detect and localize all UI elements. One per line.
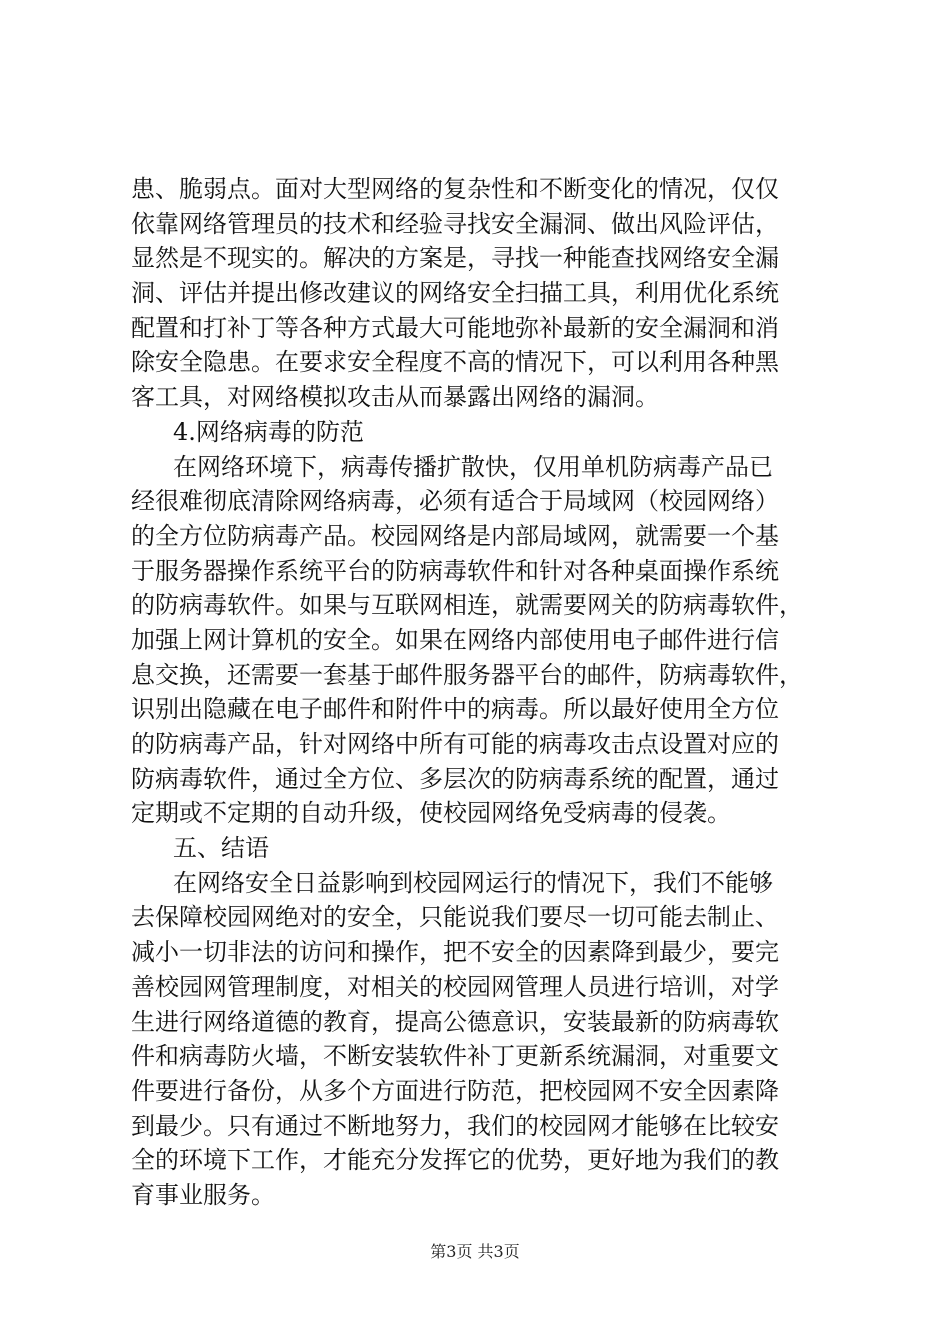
text-line: 洞、评估并提出修改建议的网络安全扫描工具，利用优化系统 bbox=[131, 279, 779, 308]
document-body bbox=[131, 172, 831, 1213]
text-line: 加强上网计算机的安全。如果在网络内部使用电子邮件进行信 bbox=[131, 625, 779, 654]
text-line: 依靠网络管理员的技术和经验寻找安全漏洞、做出风险评估， bbox=[131, 209, 779, 238]
text-line: 配置和打补丁等各种方式最大可能地弥补最新的安全漏洞和消 bbox=[131, 313, 779, 342]
text-line: 育事业服务。 bbox=[131, 1180, 275, 1209]
text-line: 去保障校园网绝对的安全，只能说我们要尽一切可能去制止、 bbox=[131, 903, 779, 932]
page-footer: 第3页 共3页 bbox=[430, 1242, 520, 1261]
text-line: 息交换，还需要一套基于邮件服务器平台的邮件，防病毒软件， bbox=[131, 660, 803, 689]
text-line: 客工具，对网络模拟攻击从而暴露出网络的漏洞。 bbox=[131, 383, 659, 412]
text-line: 善校园网管理制度，对相关的校园网管理人员进行培训，对学 bbox=[131, 972, 779, 1001]
text-line: 定期或不定期的自动升级，使校园网络免受病毒的侵袭。 bbox=[131, 799, 731, 828]
text-line: 防病毒软件，通过全方位、多层次的防病毒系统的配置，通过 bbox=[131, 764, 779, 793]
text-line: 患、脆弱点。面对大型网络的复杂性和不断变化的情况，仅仅 bbox=[131, 175, 779, 203]
text-line: 生进行网络道德的教育，提高公德意识，安装最新的防病毒软 bbox=[131, 1007, 779, 1036]
text-line: 的防病毒产品，针对网络中所有可能的病毒攻击点设置对应的 bbox=[131, 730, 779, 758]
text-line: 识别出隐藏在电子邮件和附件中的病毒。所以最好使用全方位 bbox=[131, 695, 779, 724]
text-line: 显然是不现实的。解决的方案是，寻找一种能查找网络安全漏 bbox=[131, 244, 779, 273]
text-line: 在网络安全日益影响到校园网运行的情况下，我们不能够 bbox=[173, 868, 773, 897]
text-line: 全的环境下工作，才能充分发挥它的优势，更好地为我们的教 bbox=[131, 1146, 779, 1175]
text-line: 4.网络病毒的防范 bbox=[173, 417, 364, 446]
text-line: 到最少。只有通过不断地努力，我们的校园网才能够在比较安 bbox=[131, 1111, 779, 1140]
text-line: 减小一切非法的访问和操作，把不安全的因素降到最少，要完 bbox=[131, 938, 779, 967]
text-line: 在网络环境下，病毒传播扩散快，仅用单机防病毒产品已 bbox=[173, 452, 773, 481]
text-line: 经很难彻底清除网络病毒，必须有适合于局域网（校园网络） bbox=[131, 487, 779, 516]
text-line: 除安全隐患。在要求安全程度不高的情况下，可以利用各种黑 bbox=[131, 348, 779, 377]
text-line: 的全方位防病毒产品。校园网络是内部局域网，就需要一个基 bbox=[131, 521, 779, 550]
text-line: 于服务器操作系统平台的防病毒软件和针对各种桌面操作系统 bbox=[131, 556, 779, 585]
text-line: 件要进行备份，从多个方面进行防范，把校园网不安全因素降 bbox=[131, 1076, 779, 1105]
text-line: 的防病毒软件。如果与互联网相连，就需要网关的防病毒软件， bbox=[131, 591, 803, 620]
text-line: 件和病毒防火墙，不断安装软件补丁更新系统漏洞，对重要文 bbox=[131, 1042, 779, 1071]
text-line: 五、结语 bbox=[173, 834, 269, 863]
